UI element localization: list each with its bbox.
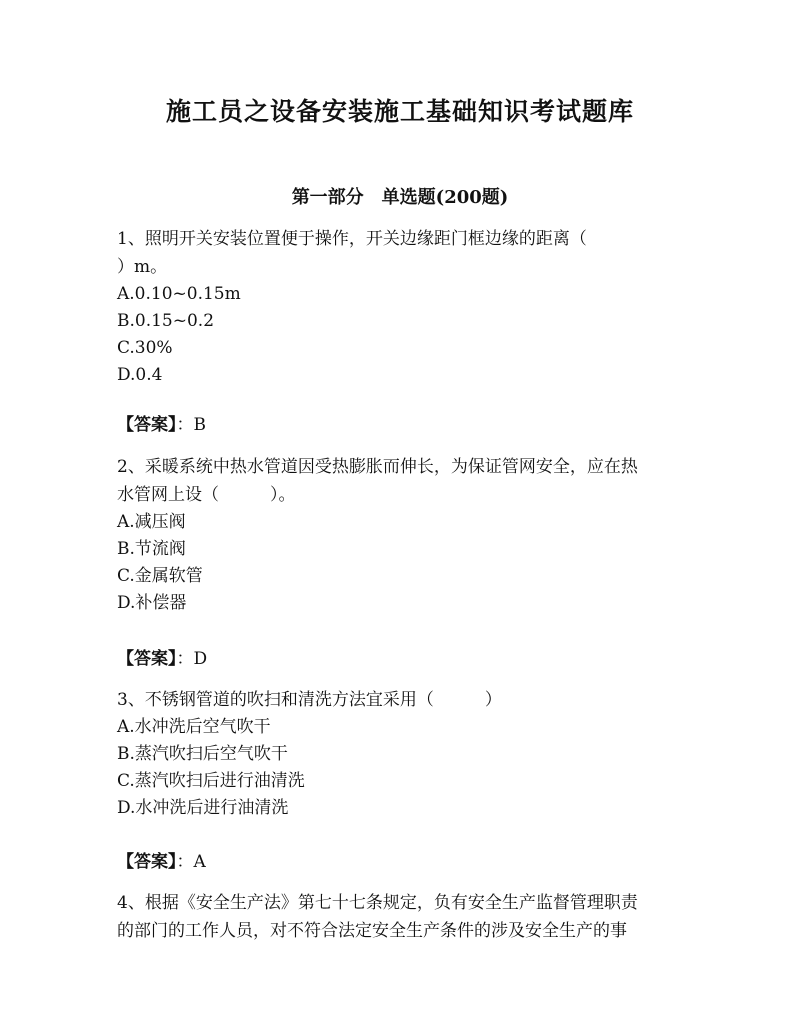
answer-value: ：A (176, 852, 206, 872)
question-1-stem-line-2: ）m。 (117, 257, 168, 277)
question-2-option-a: A.减压阀 (117, 512, 186, 532)
question-2-option-c: C.金属软管 (117, 566, 203, 586)
question-2-stem-line-1: 2、采暖系统中热水管道因受热膨胀而伸长，为保证管网安全，应在热 (117, 457, 638, 477)
question-4-stem-line-2: 的部门的工作人员，对不符合法定安全生产条件的涉及安全生产的事 (117, 921, 627, 941)
question-2-stem-line-2: 水管网上设（ ）。 (117, 485, 296, 505)
document-title: 施工员之设备安装施工基础知识考试题库 (165, 97, 634, 126)
answer-label: 【答案】 (117, 415, 177, 435)
question-3-option-a: A.水冲洗后空气吹干 (117, 717, 271, 737)
question-1-option-b: B.0.15~0.2 (117, 311, 215, 331)
section-heading: 第一部分 单选题(200题) (291, 187, 509, 208)
question-3-answer (117, 851, 206, 873)
question-2-answer (117, 648, 207, 670)
question-1-option-a: A.0.10~0.15m (117, 284, 241, 304)
question-3-option-c: C.蒸汽吹扫后进行油清洗 (117, 771, 305, 791)
question-3-stem-line-1: 3、不锈钢管道的吹扫和清洗方法宜采用（ ） (117, 690, 502, 710)
answer-label: 【答案】 (117, 852, 177, 872)
answer-value: ：D (176, 649, 208, 669)
question-3-option-b: B.蒸汽吹扫后空气吹干 (117, 744, 288, 764)
question-1-answer (117, 414, 206, 436)
question-1-stem-line-1: 1、照明开关安装位置便于操作，开关边缘距门框边缘的距离（ (117, 229, 587, 249)
answer-value: ：B (176, 415, 206, 435)
question-2-option-b: B.节流阀 (117, 539, 186, 559)
question-4-stem-line-1: 4、根据《安全生产法》第七十七条规定，负有安全生产监督管理职责 (117, 893, 638, 913)
answer-label: 【答案】 (117, 649, 177, 669)
question-1-option-c: C.30% (117, 338, 173, 358)
question-3-option-d: D.水冲洗后进行油清洗 (117, 798, 289, 818)
question-1-option-d: D.0.4 (117, 365, 163, 385)
question-2-option-d: D.补偿器 (117, 593, 187, 613)
